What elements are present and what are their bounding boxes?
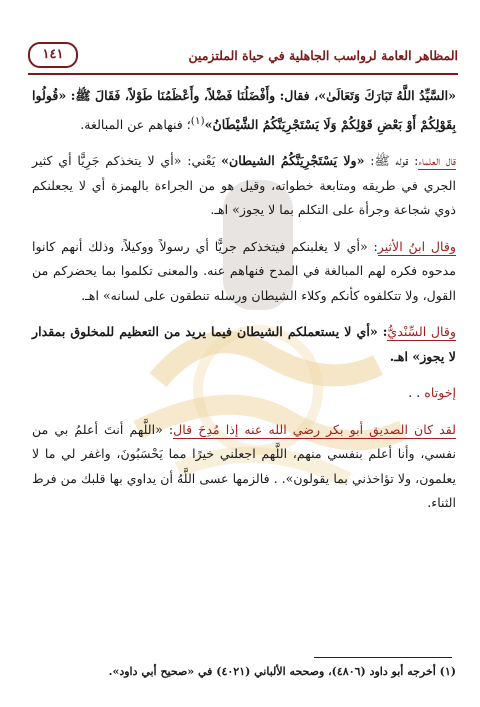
paragraph-text: . . (408, 385, 425, 401)
paragraph-hadith (32, 84, 456, 137)
page-header (28, 42, 458, 70)
hadith-text: «السَّيِّدُ اللَّهُ تَبَارَكَ وَتَعَالَىٰ»، فقال: وأَفْضَلُنَا فَضْلاً، وأَعْظَمُنَا طَوْلاً، فَقَالَ ﷺ: «قُولُوا بِقَوْلِكُمْ أَوْ بَعْضِ قَوْلِكُمْ وَلَا يَسْتَجْرِيَنَّكُمُ الشَّيْطَانُ» (32, 88, 456, 132)
paragraph-sindi (32, 320, 456, 369)
running-title: المظاهر العامة لرواسب الجاهلية في حياة الملتزمين (188, 48, 458, 63)
paragraph-lead: إخوتاه (424, 385, 456, 401)
paragraph-text: : «اللَّهم أنتَ أعلمُ بي من نفسي، وأنا أعلم بنفسي منهم، اللَّهم اجعلني خيرًا مما يَحْسَبُونَ، واغفر لي ما لا يعلمون، ولا تؤاخذني بما يقولون». . فالزمها عسى اللَّهُ أن يداوي بها قلبك من فرط الثناء. (32, 421, 456, 511)
paragraph-lead: وقال السِّنْديُّ (387, 324, 456, 340)
header-divider (28, 73, 458, 75)
paragraph-text: : «أي لا يستعملكم الشيطان فيما يريد من التعظيم للمخلوق بمقدار لا يجوز» اهـ. (32, 324, 456, 364)
paragraph-text: يَعْني: «أي لا يتخذكم جَرِيًّا أي كثير الجري في طريقه ومتابعة خطواته، وقيل هو من الجراءة بالهمزة أي لا يجعلنكم ذوي شجاعة وجرأة على التكلم بما لا يجوز» اهـ. (32, 153, 456, 218)
paragraph-lead: وقال ابنُ الأثير (377, 238, 456, 254)
paragraph-ibn-athir (32, 235, 456, 309)
footnote-marker: (١) (190, 114, 205, 127)
page-number: ١٤١ (28, 42, 78, 68)
footnote-divider (314, 657, 452, 658)
paragraph-lead: لقد كان الصديق أبو بكر رضي الله عنه إذا مُدِحَ قال (173, 421, 456, 437)
paragraph-text: : «أي لا يغلبنكم فيتخذكم جريًّا أي رسولاً ووكيلاً، وذلك أنهم كانوا مدحوه فكره لهم المبالغة في المدح فنهاهم عنه. والمعنى تكلموا بما يحضركم من القول، ولا تتكلفوه كأنكم وكلاء الشيطان ورسله تنطقون على لسانه» اهـ. (32, 238, 456, 303)
paragraph-ulama (32, 149, 456, 223)
paragraph-text: : قوله ﷺ: (364, 153, 419, 169)
footnote: (١) أخرجه أبو داود (٤٨٠٦)، وصححه الألباني (٤٠٢١) في «صحيح أبي داود». (108, 665, 456, 678)
paragraph-siddiq (32, 418, 456, 516)
paragraph-brothers (32, 381, 456, 406)
hadith-tail: ؛ فنهاهم عن المبالغة. (80, 116, 191, 132)
main-text (32, 84, 456, 528)
quoted-phrase: «ولا يَسْتَجْرِيَنَّكُمُ الشيطان» (221, 153, 365, 169)
paragraph-lead: قال العلماء (418, 153, 456, 169)
